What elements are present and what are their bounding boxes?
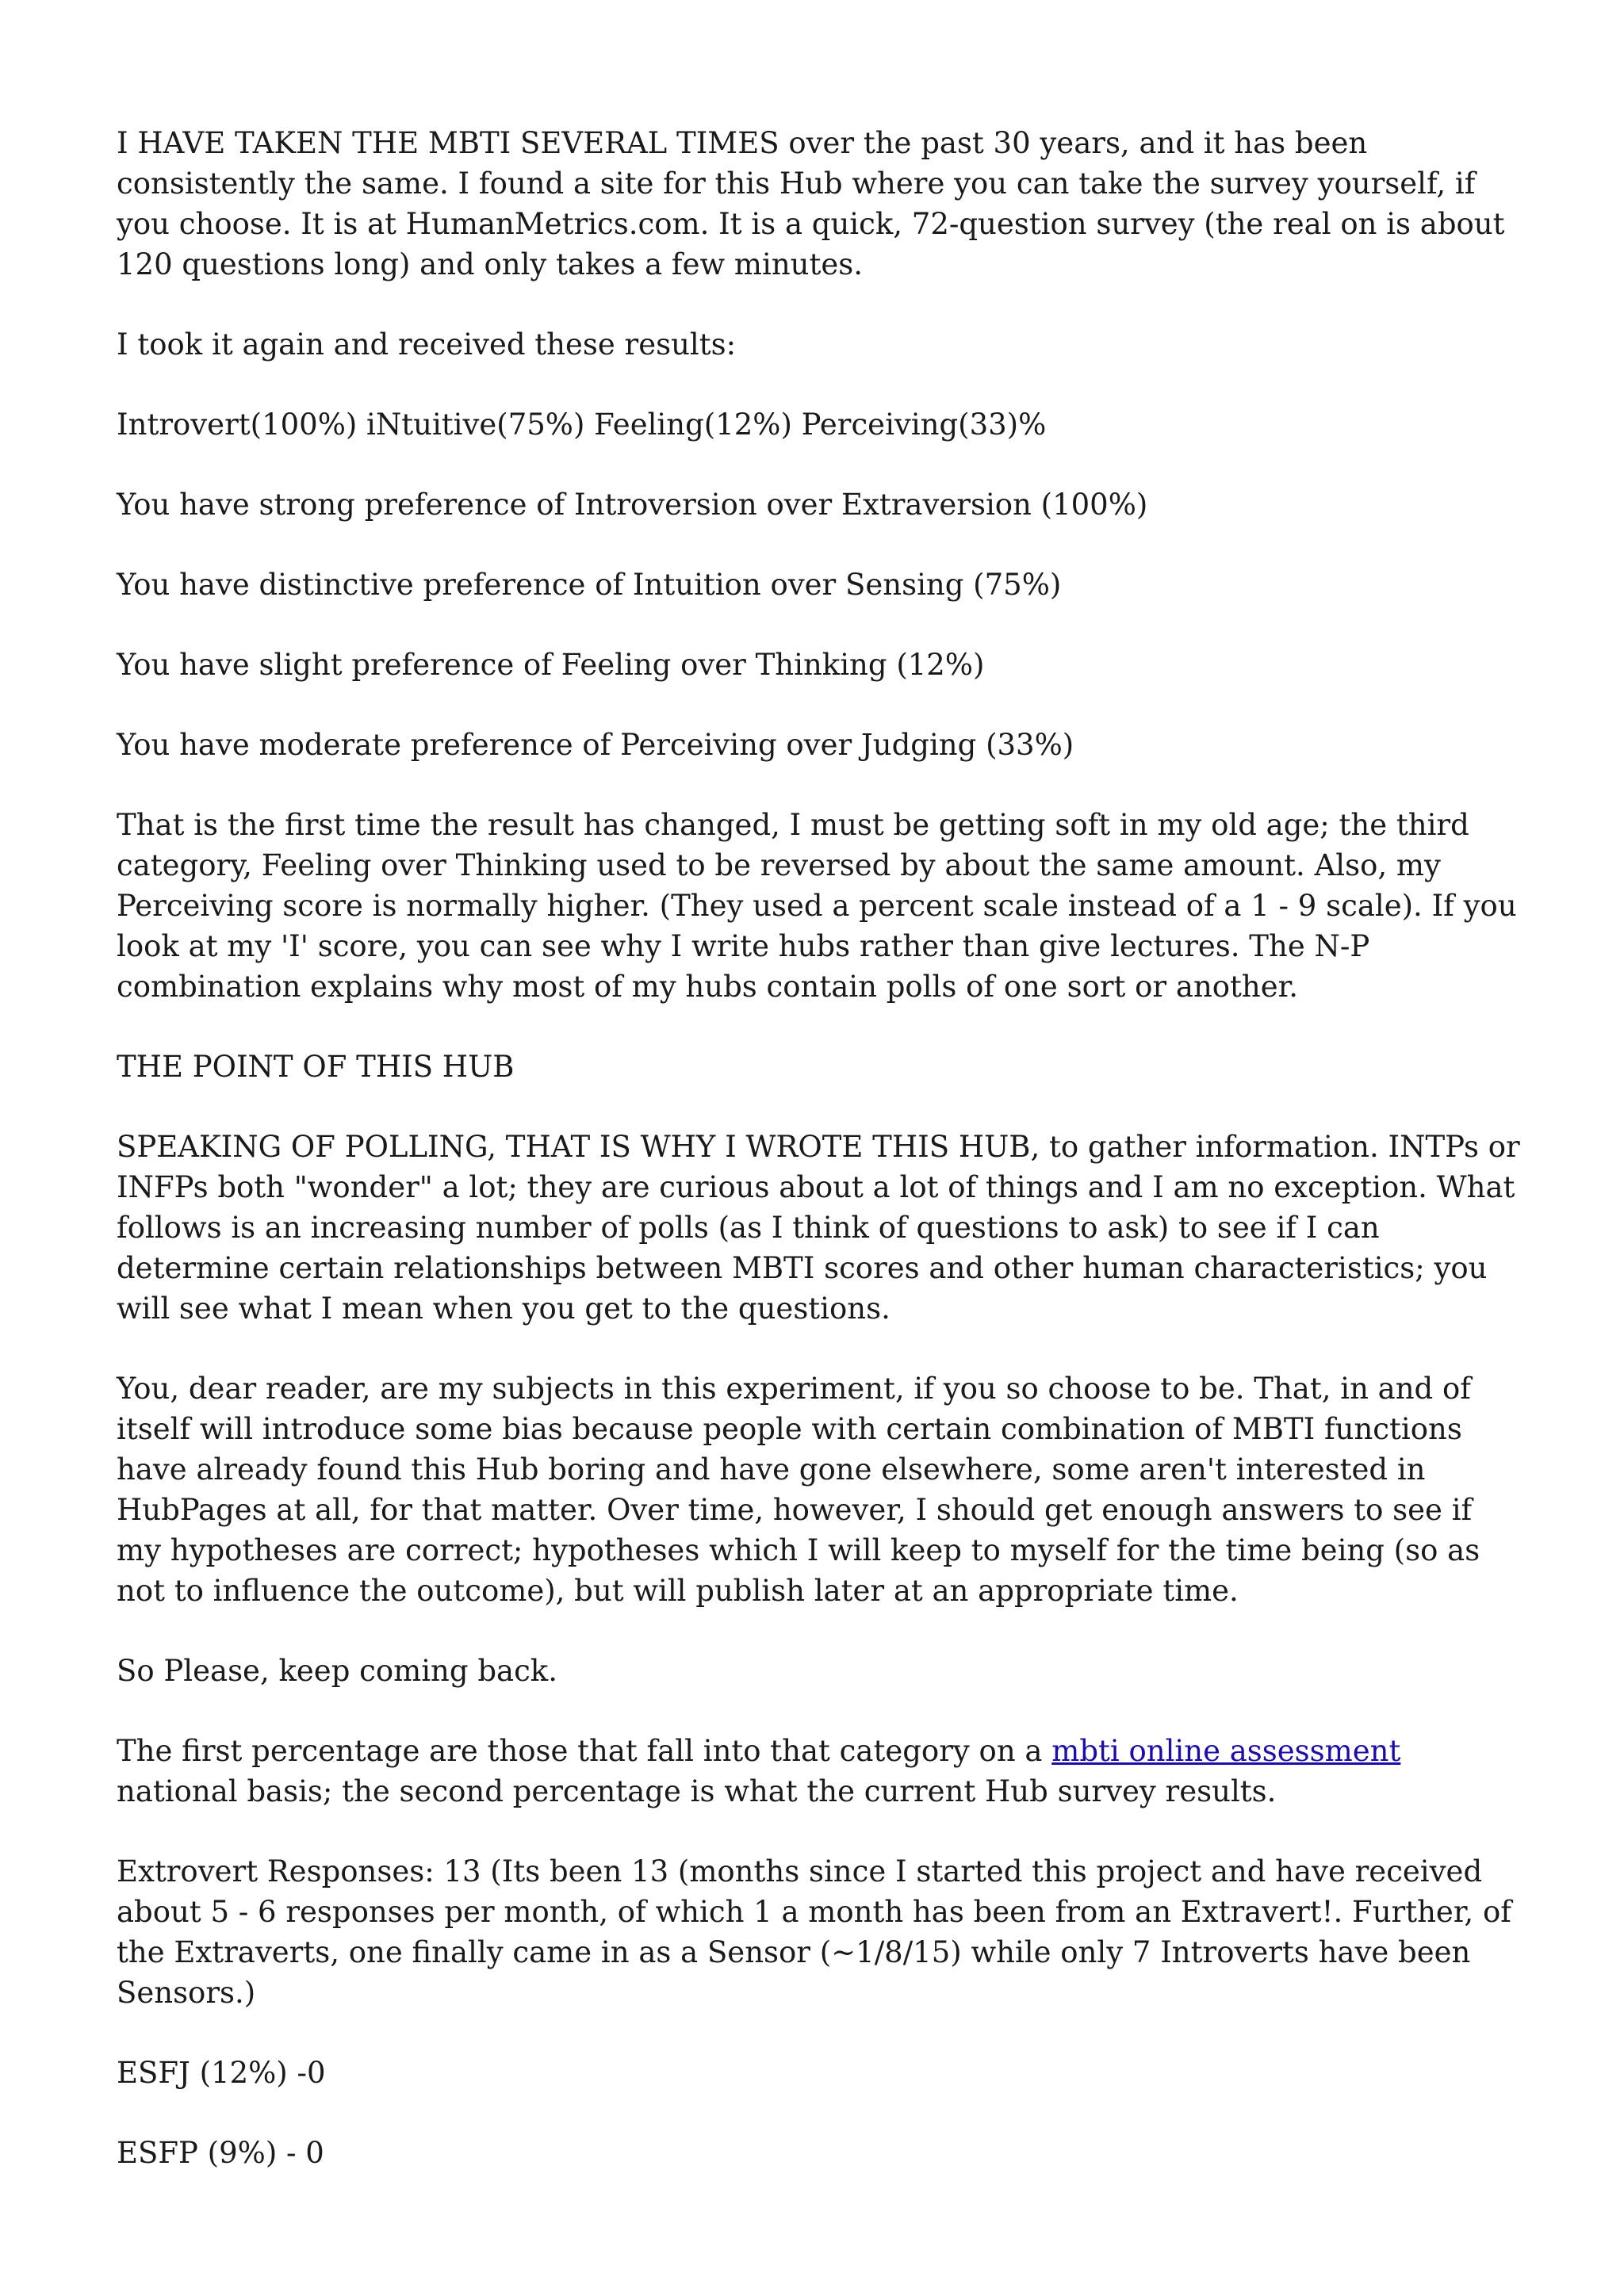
- type-esfp: ESFP (9%) - 0: [117, 2136, 324, 2170]
- article-body: [117, 123, 1524, 2213]
- polling-paragraph: SPEAKING OF POLLING, THAT IS WHY I WROTE THIS HUB, to gather information. INTPs or INFPs both "wonder" a lot; they are curious about a lot of things and I am no exception. What follows is an increasing number of polls (as I think of questions to ask) to see if I can determine certain relationships between MBTI scores and other human characteristics; you will see what I mean when you get to the questions.: [117, 1130, 1520, 1326]
- section-heading: THE POINT OF THIS HUB: [117, 1050, 515, 1084]
- type-esfj: ESFJ (12%) -0: [117, 2056, 326, 2090]
- result-perceiving: You have moderate preference of Perceiving over Judging (33%): [117, 728, 1074, 762]
- results-summary: Introvert(100%) iNtuitive(75%) Feeling(12%) Perceiving(33)%: [117, 408, 1047, 442]
- results-intro: I took it again and received these results:: [117, 327, 737, 362]
- keep-coming-back: So Please, keep coming back.: [117, 1654, 557, 1688]
- result-intuition: You have distinctive preference of Intuition over Sensing (75%): [117, 568, 1062, 602]
- results-commentary: That is the first time the result has changed, I must be getting soft in my old age; the third category, Feeling over Thinking used to be reversed by about the same amount. Also, my Perceiving score is normally higher. (They used a percent scale instead of a 1 - 9 scale). If you look at my 'I' score, you can see why I write hubs rather than give lectures. The N-P combination explains why most of my hubs contain polls of one sort or another.: [117, 808, 1517, 1004]
- percentage-text-start: The first percentage are those that fall into that category on a: [117, 1734, 1052, 1768]
- reader-paragraph: You, dear reader, are my subjects in this experiment, if you so choose to be. That, in and of itself will introduce some bias because people with certain combination of MBTI functions have already found this Hub boring and have gone elsewhere, some aren't interested in HubPages at all, for that matter. Over time, however, I should get enough answers to see if my hypotheses are correct; hypotheses which I will keep to myself for the time being (so as not to influence the outcome), but will publish later at an appropriate time.: [117, 1372, 1480, 1608]
- percentage-explanation: [117, 1731, 1524, 1812]
- result-feeling: You have slight preference of Feeling over Thinking (12%): [117, 648, 985, 682]
- intro-paragraph: I HAVE TAKEN THE MBTI SEVERAL TIMES over the past 30 years, and it has been consistently the same. I found a site for this Hub where you can take the survey yourself, if you choose. It is at HumanMetrics.com. It is a quick, 72-question survey (the real on is about 120 questions long) and only takes a few minutes.: [117, 126, 1505, 281]
- extrovert-responses: Extrovert Responses: 13 (Its been 13 (months since I started this project and have received about 5 - 6 responses per month, of which 1 a month has been from an Extravert!. Further, of the Extraverts, one finally came in as a Sensor (~1/8/15) while only 7 Introverts have been Sensors.): [117, 1854, 1511, 2010]
- result-introversion: You have strong preference of Introversion over Extraversion (100%): [117, 488, 1148, 522]
- mbti-assessment-link[interactable]: mbti online assessment: [1051, 1734, 1401, 1768]
- percentage-text-end: national basis; the second percentage is what the current Hub survey results.: [117, 1774, 1277, 1808]
